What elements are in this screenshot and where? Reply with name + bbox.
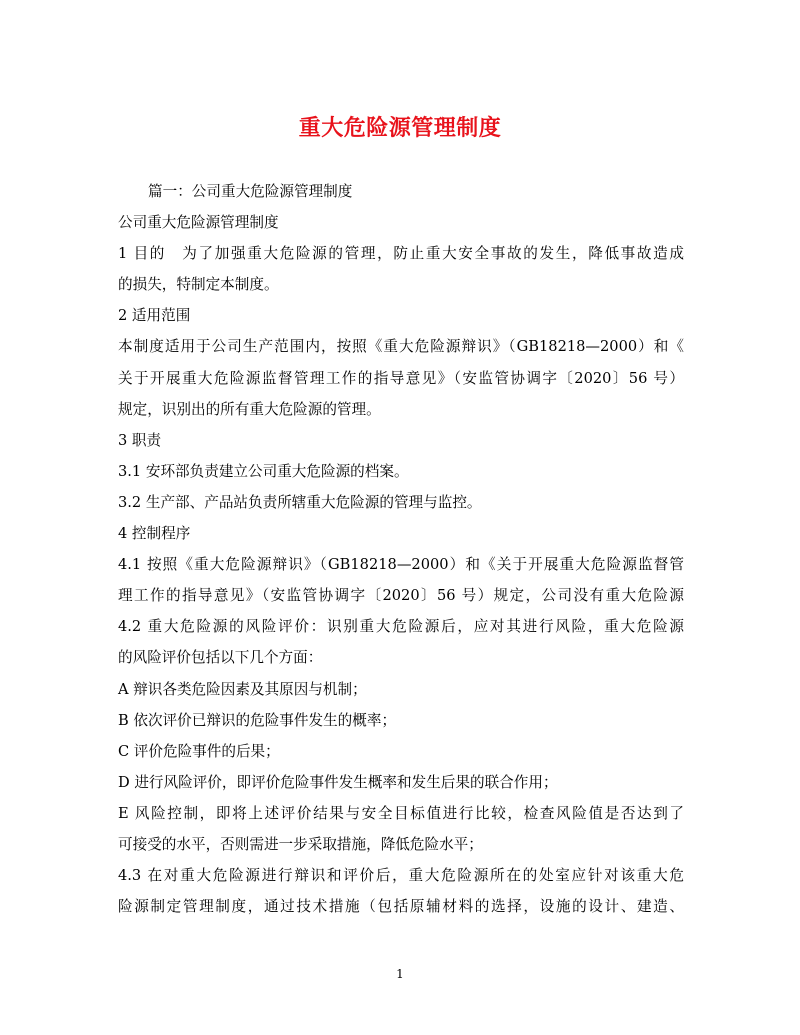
paragraph-line: 4.1 按照《重大危险源辩识》（GB18218—2000）和《关于开展重大危险源监督管 bbox=[118, 556, 684, 574]
section-heading: 4 控制程序 bbox=[118, 525, 191, 543]
list-item: B 依次评价已辩识的危险事件发生的概率； bbox=[118, 711, 397, 729]
paragraph-line: 理工作的指导意见》（安监管协调字〔2020〕56 号）规定，公司没有重大危险源 bbox=[118, 587, 684, 605]
paragraph-line: 关于开展重大危险源监督管理工作的指导意见》（安监管协调字〔2020〕56 号） bbox=[118, 369, 684, 387]
paragraph-line: 的风险评价包括以下几个方面： bbox=[118, 649, 323, 667]
paragraph-line: 1 目的 为了加强重大危险源的管理，防止重大安全事故的发生，降低事故造成 bbox=[118, 245, 684, 263]
section-heading: 2 适用范围 bbox=[118, 307, 191, 325]
paragraph-line: 4.2 重大危险源的风险评价：识别重大危险源后，应对其进行风险，重大危险源 bbox=[118, 618, 684, 636]
paragraph-line: 可接受的水平，否则需进一步采取措施，降低危险水平； bbox=[118, 835, 483, 853]
section-heading: 篇一：公司重大危险源管理制度 bbox=[148, 183, 353, 200]
list-item: A 辩识各类危险因素及其原因与机制； bbox=[118, 680, 367, 698]
document-body bbox=[118, 176, 684, 922]
document-subtitle: 公司重大危险源管理制度 bbox=[118, 214, 279, 232]
list-item: E 风险控制，即将上述评价结果与安全目标值进行比较，检查风险值是否达到了 bbox=[118, 804, 684, 822]
section-heading: 3 职责 bbox=[118, 431, 162, 449]
paragraph-line: 本制度适用于公司生产范围内，按照《重大危险源辩识》（GB18218—2000）和《 bbox=[118, 338, 684, 356]
document-title: 重大危险源管理制度 bbox=[298, 115, 502, 141]
paragraph-line: 3.2 生产部、产品站负责所辖重大危险源的管理与监控。 bbox=[118, 493, 482, 511]
list-item: C 评价危险事件的后果； bbox=[118, 742, 280, 760]
paragraph-line: 3.1 安环部负责建立公司重大危险源的档案。 bbox=[118, 462, 409, 480]
paragraph-line: 规定，识别出的所有重大危险源的管理。 bbox=[118, 400, 381, 418]
paragraph-line: 4.3 在对重大危险源进行辩识和评价后，重大危险源所在的处室应针对该重大危 bbox=[118, 867, 684, 885]
list-item: D 进行风险评价，即评价危险事件发生概率和发生后果的联合作用； bbox=[118, 773, 558, 791]
paragraph-line: 的损失，特制定本制度。 bbox=[118, 276, 279, 294]
paragraph-line: 险源制定管理制度，通过技术措施（包括原辅材料的选择，设施的设计、建造、 bbox=[118, 898, 684, 916]
page-number: 1 bbox=[396, 967, 404, 981]
